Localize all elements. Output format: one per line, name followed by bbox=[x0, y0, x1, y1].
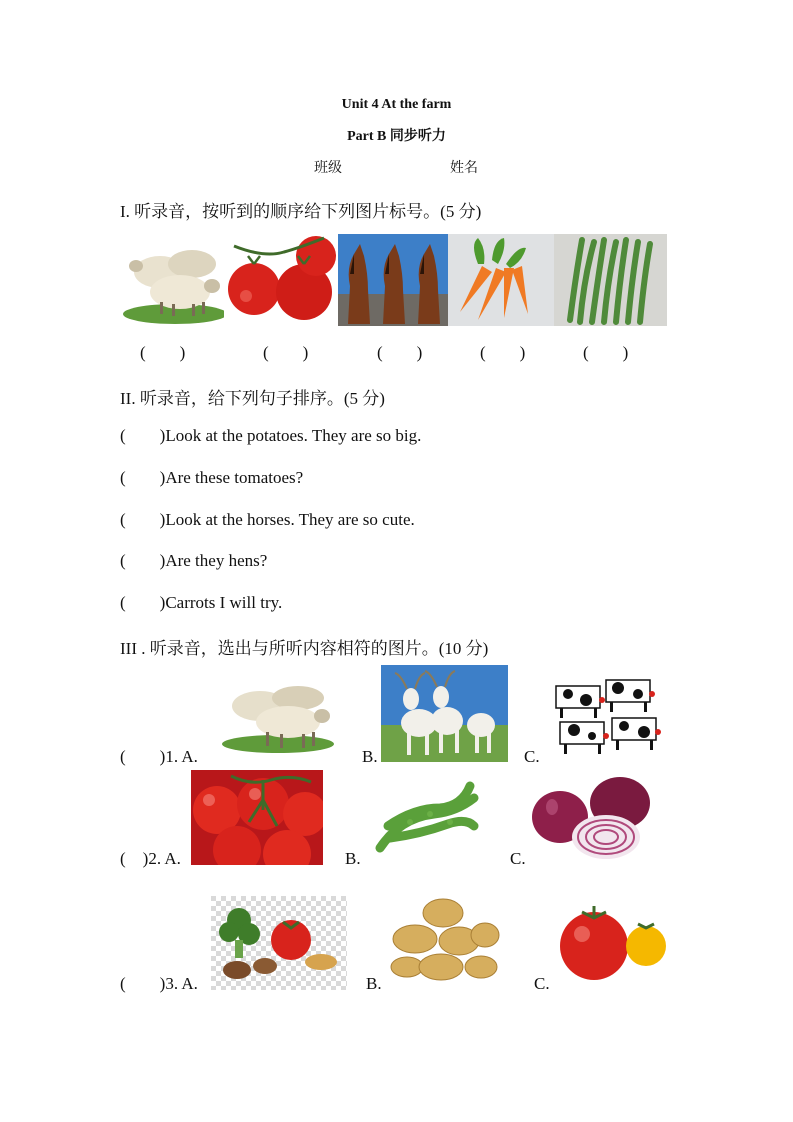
q3-option-c-label: C. bbox=[534, 974, 550, 993]
sentence-text: Carrots I will try. bbox=[165, 593, 283, 612]
q1-option-c-label: C. bbox=[524, 747, 540, 766]
q2-option-b-label: B. bbox=[345, 849, 361, 868]
sentence-item-2 bbox=[120, 468, 303, 488]
horses-picture bbox=[338, 234, 448, 326]
sentence-text: Are they hens? bbox=[165, 551, 268, 570]
green-beans-picture bbox=[554, 234, 667, 326]
class-label: 班级 bbox=[314, 161, 342, 176]
sentence-text: Look at the horses. They are so cute. bbox=[165, 510, 415, 529]
answer-blank[interactable]: ( ) bbox=[120, 426, 166, 445]
answer-blank-1[interactable]: ( ) bbox=[140, 343, 186, 362]
option-a-label: 3. A. bbox=[165, 974, 198, 993]
answer-blank-4[interactable]: ( ) bbox=[480, 343, 526, 362]
answer-blank[interactable]: ( ) bbox=[120, 551, 166, 570]
q2-option-c-label: C. bbox=[510, 849, 526, 868]
sentence-text: Look at the potatoes. They are so big. bbox=[165, 426, 422, 445]
answer-blank[interactable]: ( ) bbox=[120, 468, 166, 487]
section-1-heading: I. 听录音，按听到的顺序给下列图片标号。(5 分) bbox=[120, 202, 482, 221]
question-2 bbox=[120, 849, 181, 869]
sentence-item-3 bbox=[120, 510, 415, 530]
name-label: 姓名 bbox=[450, 161, 478, 176]
sentence-item-1 bbox=[120, 426, 421, 446]
q2-option-c-onions-picture[interactable] bbox=[528, 773, 655, 865]
q1-option-b-label: B. bbox=[362, 747, 378, 766]
page-title: Unit 4 At the farm bbox=[341, 97, 452, 112]
answer-blank[interactable]: ( ) bbox=[120, 849, 149, 868]
tomatoes-picture bbox=[224, 234, 338, 326]
answer-blank-5[interactable]: ( ) bbox=[583, 343, 629, 362]
q1-option-a-sheep-picture[interactable] bbox=[218, 676, 334, 754]
section-3-heading: III . 听录音，选出与所听内容相符的图片。(10 分) bbox=[120, 639, 489, 658]
section-2-heading: II. 听录音，给下列句子排序。(5 分) bbox=[120, 389, 385, 408]
sentence-item-4 bbox=[120, 551, 267, 571]
question-3 bbox=[120, 974, 198, 994]
q2-option-b-green-beans-picture[interactable] bbox=[370, 778, 480, 858]
carrots-picture bbox=[448, 234, 554, 326]
option-a-label: 2. A. bbox=[148, 849, 181, 868]
q1-option-b-goats-picture[interactable] bbox=[381, 665, 508, 762]
page-subtitle: Part B 同步听力 bbox=[347, 129, 446, 144]
question-1 bbox=[120, 747, 198, 767]
answer-blank[interactable]: ( ) bbox=[120, 593, 166, 612]
q3-option-b-label: B. bbox=[366, 974, 382, 993]
q2-option-a-tomatoes-picture[interactable] bbox=[191, 770, 323, 865]
q3-option-b-potatoes-picture[interactable] bbox=[385, 895, 505, 983]
q3-option-a-vegetables-picture[interactable] bbox=[211, 896, 347, 990]
answer-blank-2[interactable]: ( ) bbox=[263, 343, 309, 362]
sheep-picture bbox=[120, 234, 224, 326]
option-a-label: 1. A. bbox=[165, 747, 198, 766]
answer-blank-3[interactable]: ( ) bbox=[377, 343, 423, 362]
q3-option-c-tomatoes-picture[interactable] bbox=[556, 900, 667, 984]
q1-option-c-cows-picture[interactable] bbox=[548, 670, 667, 762]
answer-blank[interactable]: ( ) bbox=[120, 974, 166, 993]
answer-blank[interactable]: ( ) bbox=[120, 510, 166, 529]
sentence-item-5 bbox=[120, 593, 282, 613]
answer-blank[interactable]: ( ) bbox=[120, 747, 166, 766]
sentence-text: Are these tomatoes? bbox=[165, 468, 304, 487]
